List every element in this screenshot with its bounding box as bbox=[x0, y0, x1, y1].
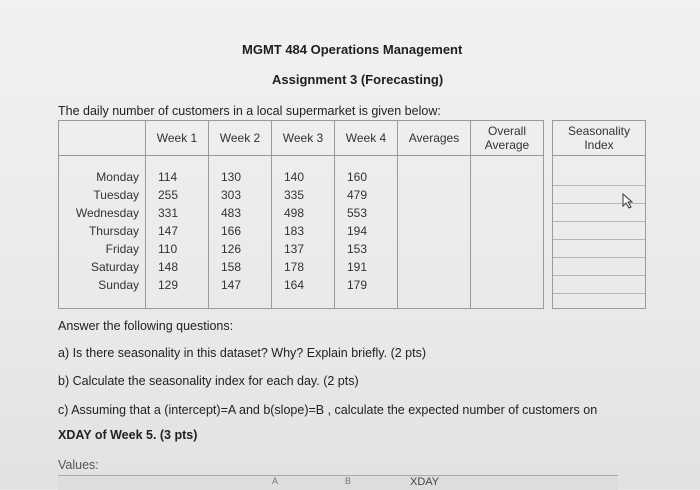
day-label: Friday bbox=[105, 242, 139, 256]
table-cell: 183 bbox=[284, 224, 305, 238]
header-week2: Week 2 bbox=[209, 121, 272, 156]
table-cell: 498 bbox=[284, 206, 305, 220]
week1-column bbox=[146, 156, 209, 309]
assignment-title: Assignment 3 (Forecasting) bbox=[272, 72, 444, 87]
table-cell: 147 bbox=[158, 224, 179, 238]
table-cell: 148 bbox=[158, 260, 179, 274]
header-gap bbox=[544, 121, 553, 156]
day-label: Monday bbox=[96, 170, 139, 184]
table-header-row bbox=[59, 121, 646, 156]
table-cell: 178 bbox=[284, 260, 305, 274]
table-body-row bbox=[59, 156, 646, 309]
table-cell: 255 bbox=[158, 188, 179, 202]
day-label: Saturday bbox=[90, 260, 139, 274]
table-cell: 137 bbox=[284, 242, 305, 256]
day-label: Wednesday bbox=[75, 206, 139, 220]
header-seasonality-line1: Seasonality bbox=[567, 124, 631, 138]
days-column bbox=[59, 156, 146, 309]
seasonality-row[interactable] bbox=[553, 222, 645, 240]
table-cell: 335 bbox=[284, 188, 305, 202]
table-cell: 140 bbox=[284, 170, 305, 184]
question-c-continued: XDAY of Week 5. (3 pts) bbox=[58, 428, 198, 442]
table-cell: 153 bbox=[347, 242, 368, 256]
values-header-b: B bbox=[345, 476, 352, 486]
table-cell: 479 bbox=[347, 188, 368, 202]
table-cell: 158 bbox=[221, 260, 242, 274]
table-cell: 147 bbox=[221, 278, 242, 292]
seasonality-index-column[interactable] bbox=[553, 156, 646, 309]
header-seasonality-line2: Index bbox=[584, 138, 614, 152]
course-title: MGMT 484 Operations Management bbox=[242, 42, 463, 57]
values-header-a: A bbox=[272, 476, 279, 486]
seasonality-row[interactable] bbox=[553, 276, 645, 294]
header-averages: Averages bbox=[398, 121, 471, 156]
header-overall-line1: Overall bbox=[487, 124, 526, 138]
week2-column bbox=[209, 156, 272, 309]
table-cell: 130 bbox=[221, 170, 242, 184]
values-header-xday: XDAY bbox=[410, 476, 440, 488]
customer-table bbox=[58, 120, 646, 309]
questions-heading: Answer the following questions: bbox=[58, 319, 234, 333]
table-cell: 179 bbox=[347, 278, 368, 292]
header-overall-average bbox=[471, 121, 544, 156]
intro-text: The daily number of customers in a local supermarket is given below: bbox=[58, 104, 441, 118]
table-cell: 194 bbox=[347, 224, 368, 238]
seasonality-row[interactable] bbox=[553, 258, 645, 276]
week4-column bbox=[335, 156, 398, 309]
day-label: Tuesday bbox=[93, 188, 139, 202]
header-seasonality-index bbox=[553, 121, 646, 156]
header-week3: Week 3 bbox=[272, 121, 335, 156]
table-cell: 126 bbox=[221, 242, 242, 256]
question-b: b) Calculate the seasonality index for each day. (2 pts) bbox=[58, 374, 359, 388]
day-label: Thursday bbox=[88, 224, 139, 238]
seasonality-row[interactable] bbox=[553, 168, 645, 186]
header-day bbox=[59, 121, 146, 156]
header-overall-line2: Average bbox=[484, 138, 530, 152]
table-cell: 553 bbox=[347, 206, 368, 220]
overall-average-column[interactable] bbox=[471, 156, 544, 309]
values-table-top bbox=[58, 475, 618, 490]
table-cell: 166 bbox=[221, 224, 242, 238]
header-week4: Week 4 bbox=[335, 121, 398, 156]
gap-column bbox=[544, 156, 553, 309]
table-cell: 110 bbox=[158, 242, 178, 256]
header-week1: Week 1 bbox=[146, 121, 209, 156]
week3-column bbox=[272, 156, 335, 309]
values-label: Values: bbox=[58, 458, 99, 472]
table-cell: 331 bbox=[158, 206, 179, 220]
table-cell: 160 bbox=[347, 170, 368, 184]
seasonality-row[interactable] bbox=[553, 240, 645, 258]
mouse-pointer-icon bbox=[622, 193, 636, 209]
table-cell: 191 bbox=[347, 260, 368, 274]
table-cell: 303 bbox=[221, 188, 242, 202]
day-label: Sunday bbox=[98, 278, 139, 292]
question-a: a) Is there seasonality in this dataset? Why? Explain briefly. (2 pts) bbox=[58, 346, 426, 360]
table-cell: 164 bbox=[284, 278, 305, 292]
question-c: c) Assuming that a (intercept)=A and b(slope)=B , calculate the expected number of customers on bbox=[58, 403, 598, 417]
averages-column[interactable] bbox=[398, 156, 471, 309]
table-cell: 129 bbox=[158, 278, 179, 292]
table-cell: 483 bbox=[221, 206, 242, 220]
table-cell: 114 bbox=[158, 170, 178, 184]
